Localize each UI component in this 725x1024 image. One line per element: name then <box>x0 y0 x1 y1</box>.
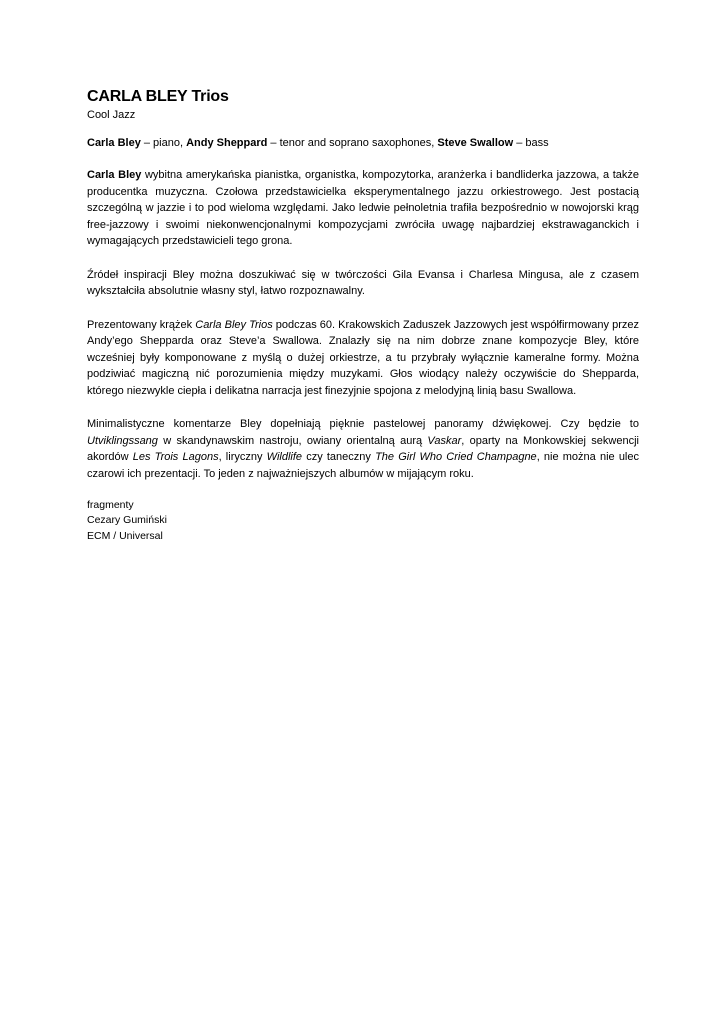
paragraph-text: , oparty na Monkowskiej sekwencji akordów <box>87 434 639 463</box>
musician-role: – bass <box>513 137 549 149</box>
article-title: CARLA BLEY Trios <box>87 88 229 105</box>
paragraph-intro <box>87 167 639 250</box>
paragraph-text: wybitna amerykańska pianistka, organistka, kompozytorka, aranżerka i bandliderka jazzowa, a także producentka muzyczna. Czołowa przedstawicielka eksperymentalnego jazzu orkiestrowego. Jest postacią szczególną w jazzie i to pod wieloma względami. Jako ledwie pełnoletnia trafiła bezpośrednio w nowojorski krąg free-jazzowy i swoimi niekonwencjonalnymi kompozycjami zwróciła uwagę najbardziej ekstrawaganckich i wymagających przedstawicieli tego grona. <box>87 169 639 247</box>
paragraph-text: Prezentowany krążek <box>87 318 196 331</box>
credits-label: ECM / Universal <box>87 529 163 542</box>
musician-name: Carla Bley <box>87 137 141 149</box>
paragraph-text: podczas 60. Krakowskich Zaduszek Jazzowych jest współfirmowany przez Andy’ego Shepparda oraz Steve’a Swallowa. Znalazły się na nim dobrze znane kompozycje Bley, które wcześniej były komponowane z myślą o dużej orkiestrze, a tu przybrały wyłącznie kameralne formy. Można podziwiać magiczną nić porozumienia między muzykami. Głos wiodący należy oczywiście do Shepparda, którego niezwykle ciepła i delikatna narracja jest finezyjnie spojona z melodyjną linią basu Swallowa. <box>87 318 639 397</box>
paragraph-text: w skandynawskim nastroju, owiany orientalną aurą <box>157 434 428 447</box>
paragraph-album <box>87 317 639 400</box>
paragraph-text: czy taneczny <box>302 451 376 463</box>
article <box>87 87 639 544</box>
track-title: Les Trois Lagons <box>132 451 219 463</box>
credits <box>87 498 639 544</box>
credits-author: Cezary Gumiński <box>87 514 167 527</box>
paragraph-text: , liryczny <box>218 451 267 463</box>
musician-role: – piano, <box>140 137 187 149</box>
musician-role: – tenor and soprano saxophones, <box>267 137 438 149</box>
lineup <box>87 136 639 151</box>
paragraph-text: Minimalistyczne komentarze Bley dopełniają pięknie pastelowej panoramy dźwiękowej. Czy będzie to <box>87 418 639 430</box>
track-title: Wildlife <box>266 451 303 463</box>
paragraph-tracks <box>87 416 639 482</box>
paragraph-inspiration <box>87 267 639 300</box>
track-title: Vaskar <box>427 434 462 447</box>
credits-note: fragmenty <box>87 499 134 511</box>
musician-name: Steve Swallow <box>437 137 514 149</box>
lead-name: Carla Bley <box>87 169 142 181</box>
track-title: The Girl Who Cried Champagne <box>375 451 537 463</box>
track-title: Utviklingssang <box>87 434 158 447</box>
musician-name: Andy Sheppard <box>186 137 268 149</box>
paragraph-text: , nie można nie ulec czarowi ich prezentacji. To jeden z najważniejszych albumów w mijającym roku. <box>87 451 639 480</box>
paragraph-text: Źródeł inspiracji Bley można doszukiwać się w twórczości Gila Evansa i Charlesa Mingusa, ale z czasem wykształciła absolutnie własny styl, łatwo rozpoznawalny. <box>87 268 639 297</box>
genre-label: Cool Jazz <box>87 109 136 121</box>
album-title: Carla Bley Trios <box>195 318 273 331</box>
